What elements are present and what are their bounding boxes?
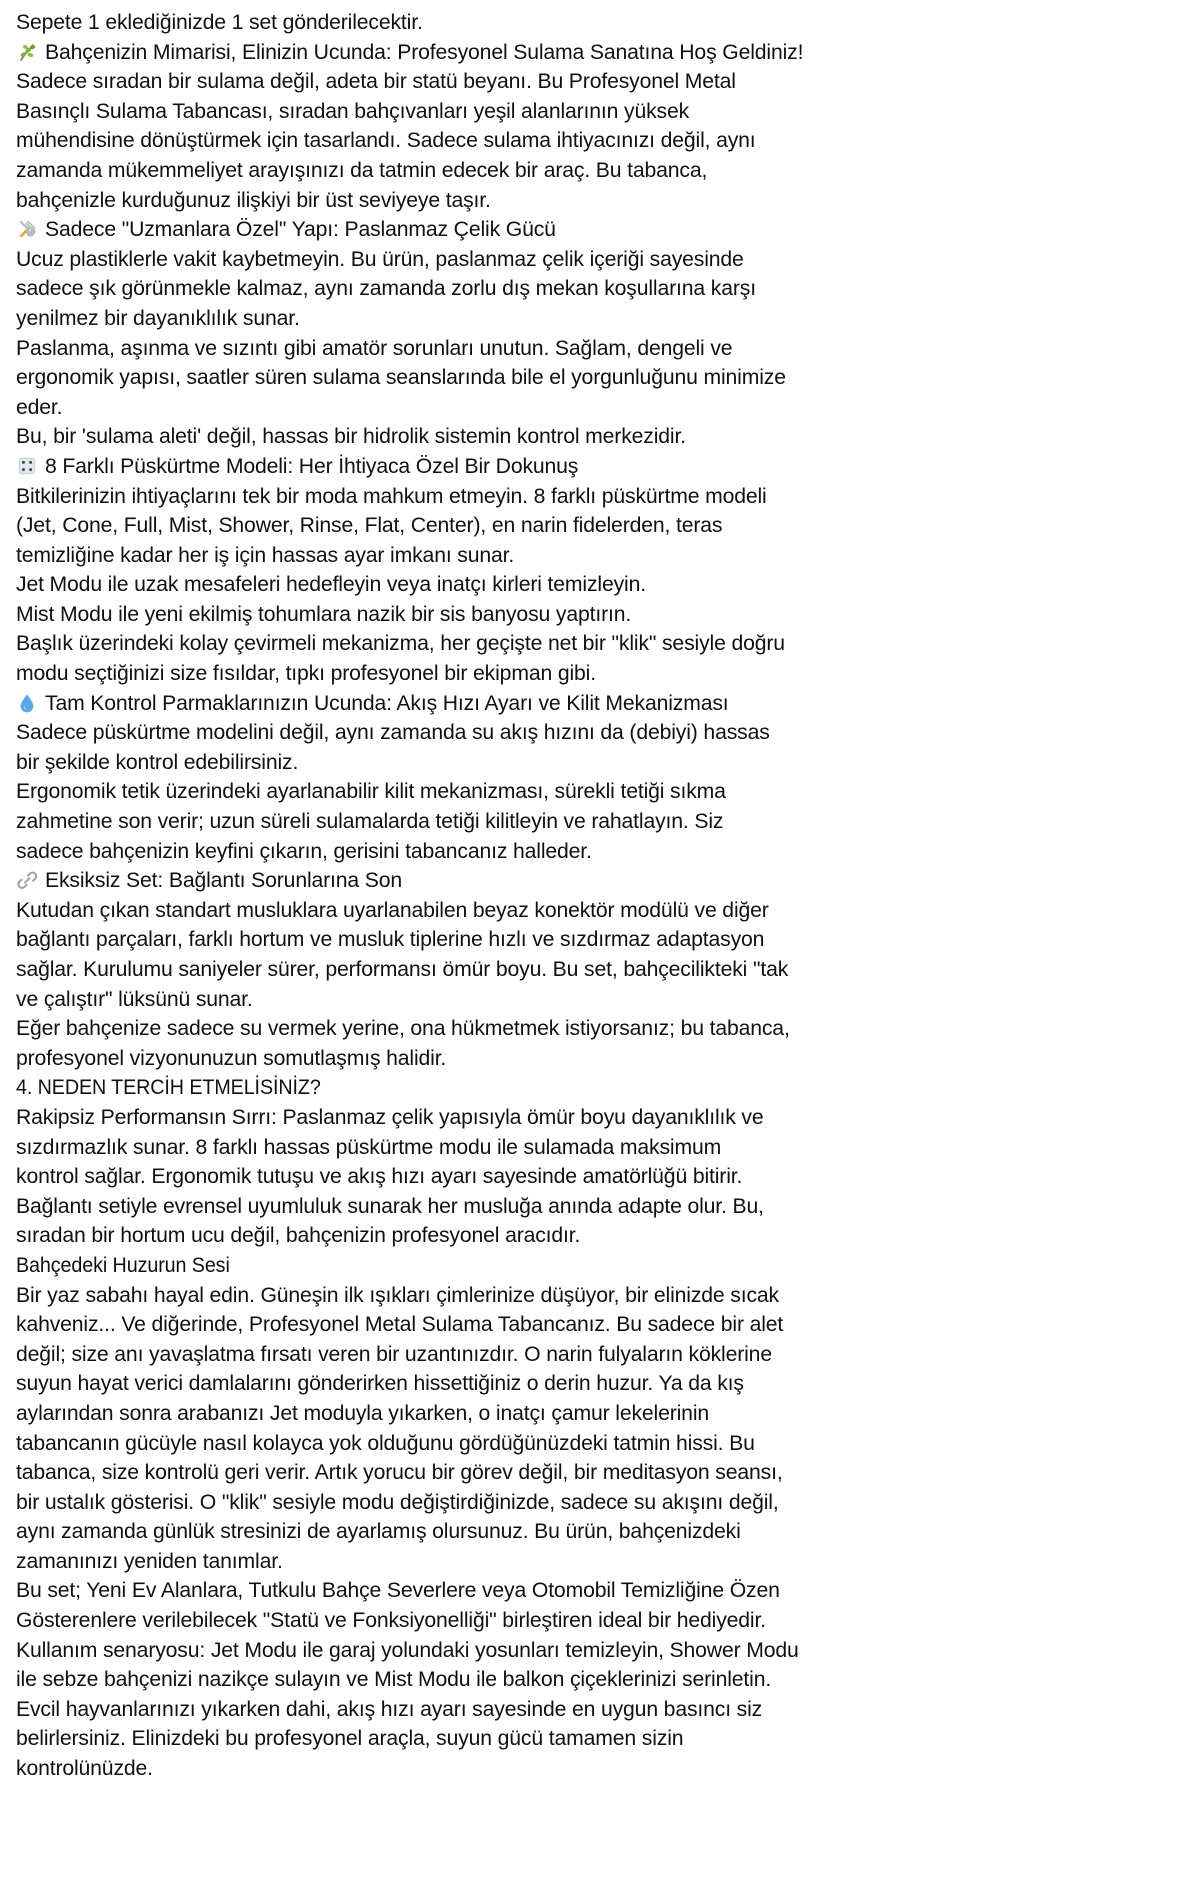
paragraph-line: Bağlantı setiyle evrensel uyumluluk sunarak her musluğa anında adapte olur. Bu, [16,1194,764,1218]
paragraph-line-with-icon [16,38,1182,68]
paragraph-line: Evcil hayvanlarınızı yıkarken dahi, akış hızı ayarı sayesinde en uygun basıncı siz [16,1697,763,1721]
paragraph-line: sadece şık görünmekle kalmaz, aynı zamanda zorlu dış mekan koşullarına karşı [16,277,756,301]
paragraph-line: suyun hayat verici damlalarını gönderirken hissettiğiniz o derin huzur. Ya da kış [16,1372,744,1396]
paragraph-line: sıradan bir hortum ucu değil, bahçenizin profesyonel aracıdır. [16,1224,581,1248]
paragraph-line: Gösterenlere verilebilecek "Statü ve Fonksiyonelliği" birleştiren ideal bir hediyedir. [16,1609,766,1633]
paragraph-line: zamanda mükemmeliyet arayışınızı da tatmin edecek bir araç. Bu tabanca, [16,158,708,182]
paragraph-line: Kullanım senaryosu: Jet Modu ile garaj yolundaki yosunları temizleyin, Shower Modu [16,1638,799,1662]
line-text: Bahçenizin Mimarisi, Elinizin Ucunda: Profesyonel Sulama Sanatına Hoş Geldiniz! [45,40,804,64]
paragraph-line: aynı zamanda günlük stresinizi de ayarlamış olursunuz. Bu ürün, bahçenizdeki [16,1520,741,1544]
paragraph-line: kontrolünüzde. [16,1757,153,1781]
paragraph-line: profesyonel vizyonunuzun somutlaşmış halidir. [16,1046,447,1070]
paragraph-line-with-icon [16,452,1182,482]
paragraph-line: Eğer bahçenize sadece su vermek yerine, ona hükmetmek istiyorsanız; bu tabanca, [16,1017,790,1041]
paragraph-line: ergonomik yapısı, saatler süren sulama seanslarında bile el yorgunluğunu minimize [16,366,786,390]
paragraph-line: zamanınızı yeniden tanımlar. [16,1549,283,1573]
paragraph-line: Basınçlı Sulama Tabancası, sıradan bahçıvanları yeşil alanlarının yüksek [16,99,690,123]
paragraph-line: Ergonomik tetik üzerindeki ayarlanabilir kilit mekanizması, sürekli tetiği sıkma [16,780,726,804]
line-text: 8 Farklı Püskürtme Modeli: Her İhtiyaca Özel Bir Dokunuş [45,454,579,478]
paragraph-line: zahmetine son verir; uzun süreli sulamalarda tetiği kilitleyin ve rahatlayın. Siz [16,810,724,834]
page-bottom-whitespace [16,1784,1182,1904]
paragraph-line: bahçenizle kurduğunuz ilişkiyi bir üst seviyeye taşır. [16,188,491,212]
hammer-and-wrench-icon [16,218,38,244]
droplet-icon [16,692,38,718]
paragraph-line: 4. NEDEN TERCİH ETMELİSİNİZ? [16,1076,321,1100]
paragraph-line: Bu set; Yeni Ev Alanlara, Tutkulu Bahçe Severlere veya Otomobil Temizliğine Özen [16,1579,780,1603]
paragraph-line: tabancanın gücüyle nasıl kolayca yok olduğunu gördüğünüzdeki tatmin hissi. Bu [16,1431,755,1455]
paragraph-line: Jet Modu ile uzak mesafeleri hedefleyin veya inatçı kirleri temizleyin. [16,573,646,597]
paragraph-line: tabanca, size kontrolü geri verir. Artık yorucu bir görev değil, bir meditasyon seansı, [16,1461,783,1485]
paragraph-line: değil; size anı yavaşlatma fırsatı veren bir uzantınızdır. O narin fulyaların köklerine [16,1342,772,1366]
paragraph-line: ve çalıştır" lüksünü sunar. [16,987,253,1011]
paragraph-line: Mist Modu ile yeni ekilmiş tohumlara nazik bir sis banyosu yaptırın. [16,602,632,626]
paragraph-line: Rakipsiz Performansın Sırrı: Paslanmaz çelik yapısıyla ömür boyu dayanıklılık ve [16,1105,764,1129]
paragraph-line: Bir yaz sabahı hayal edin. Güneşin ilk ışıkları çimlerinize düşüyor, bir elinizde sıcak [16,1283,779,1307]
paragraph-line: kahveniz... Ve diğerinde, Profesyonel Metal Sulama Tabancanız. Bu sadece bir alet [16,1313,784,1337]
paragraph-line: Sadece sıradan bir sulama değil, adeta bir statü beyanı. Bu Profesyonel Metal [16,70,736,94]
paragraph-line-with-icon [16,689,1182,719]
paragraph-line: bir ustalık gösterisi. O "klik" sesiyle modu değiştirdiğinizde, sadece su akışını değil, [16,1490,779,1514]
paragraph-line: bir şekilde kontrol edebilirsiniz. [16,750,299,774]
paragraph-line: Başlık üzerindeki kolay çevirmeli mekanizma, her geçişte net bir "klik" sesiyle doğru [16,632,785,656]
paragraph-line: Sadece püskürtme modelini değil, aynı zamanda su akış hızını da (debiyi) hassas [16,721,770,745]
paragraph-line-with-icon [16,215,1182,245]
line-text: Sadece "Uzmanlara Özel" Yapı: Paslanmaz Çelik Gücü [45,218,556,242]
paragraph-line: Kutudan çıkan standart musluklara uyarlanabilen beyaz konektör modülü ve diğer [16,898,769,922]
paragraph-line: (Jet, Cone, Full, Mist, Shower, Rinse, Flat, Center), en narin fidelerden, teras [16,514,723,538]
line-text: Eksiksiz Set: Bağlantı Sorunlarına Son [45,869,403,893]
paragraph-line: aylarından sonra arabanızı Jet moduyla yıkarken, o inatçı çamur lekelerinin [16,1401,710,1425]
paragraph-line: Bahçedeki Huzurun Sesi [16,1253,230,1277]
paragraph-line: Sepete 1 eklediğinizde 1 set gönderilecektir. [16,11,423,34]
paragraph-line: ile sebze bahçenizi nazikçe sulayın ve Mist Modu ile balkon çiçeklerinizi serinletin. [16,1668,772,1692]
herb-icon [16,41,38,67]
paragraph-line: Paslanma, aşınma ve sızıntı gibi amatör sorunları unutun. Sağlam, dengeli ve [16,336,733,360]
paragraph-line: eder. [16,395,63,419]
paragraph-line: temizliğine kadar her iş için hassas ayar imkanı sunar. [16,543,515,567]
product-description-text [16,8,1182,1784]
paragraph-line: Bitkilerinizin ihtiyaçlarını tek bir moda mahkum etmeyin. 8 farklı püskürtme modeli [16,484,767,508]
paragraph-line: sadece bahçenizin keyfini çıkarın, gerisini tabancanız halleder. [16,839,592,863]
paragraph-line: belirlersiniz. Elinizdeki bu profesyonel araçla, suyun gücü tamamen sizin [16,1727,684,1751]
paragraph-line: Bu, bir 'sulama aleti' değil, hassas bir hidrolik sistemin kontrol merkezidir. [16,425,686,449]
paragraph-line: modu seçtiğinizi size fısıldar, tıpkı profesyonel bir ekipman gibi. [16,662,596,686]
paragraph-line: mühendisine dönüştürmek için tasarlandı. Sadece sulama ihtiyacınızı değil, aynı [16,129,756,153]
paragraph-line: bağlantı parçaları, farklı hortum ve musluk tiplerine hızlı ve sızdırmaz adaptasyon [16,928,765,952]
paragraph-line: yenilmez bir dayanıklılık sunar. [16,306,300,330]
paragraph-line: sızdırmazlık sunar. 8 farklı hassas püskürtme modu ile sulamada maksimum [16,1135,722,1159]
paragraph-line: kontrol sağlar. Ergonomik tutuşu ve akış hızı ayarı sayesinde amatörlüğü bitirir. [16,1165,743,1189]
paragraph-line-with-icon [16,866,1182,896]
line-text: Tam Kontrol Parmaklarınızın Ucunda: Akış Hızı Ayarı ve Kilit Mekanizması [45,691,729,715]
paragraph-line: sağlar. Kurulumu saniyeler sürer, performansı ömür boyu. Bu set, bahçecilikteki "tak [16,958,789,981]
paragraph-line: Ucuz plastiklerle vakit kaybetmeyin. Bu ürün, paslanmaz çelik içeriği sayesinde [16,247,744,271]
die-face-icon [16,455,38,481]
link-icon [16,869,38,895]
